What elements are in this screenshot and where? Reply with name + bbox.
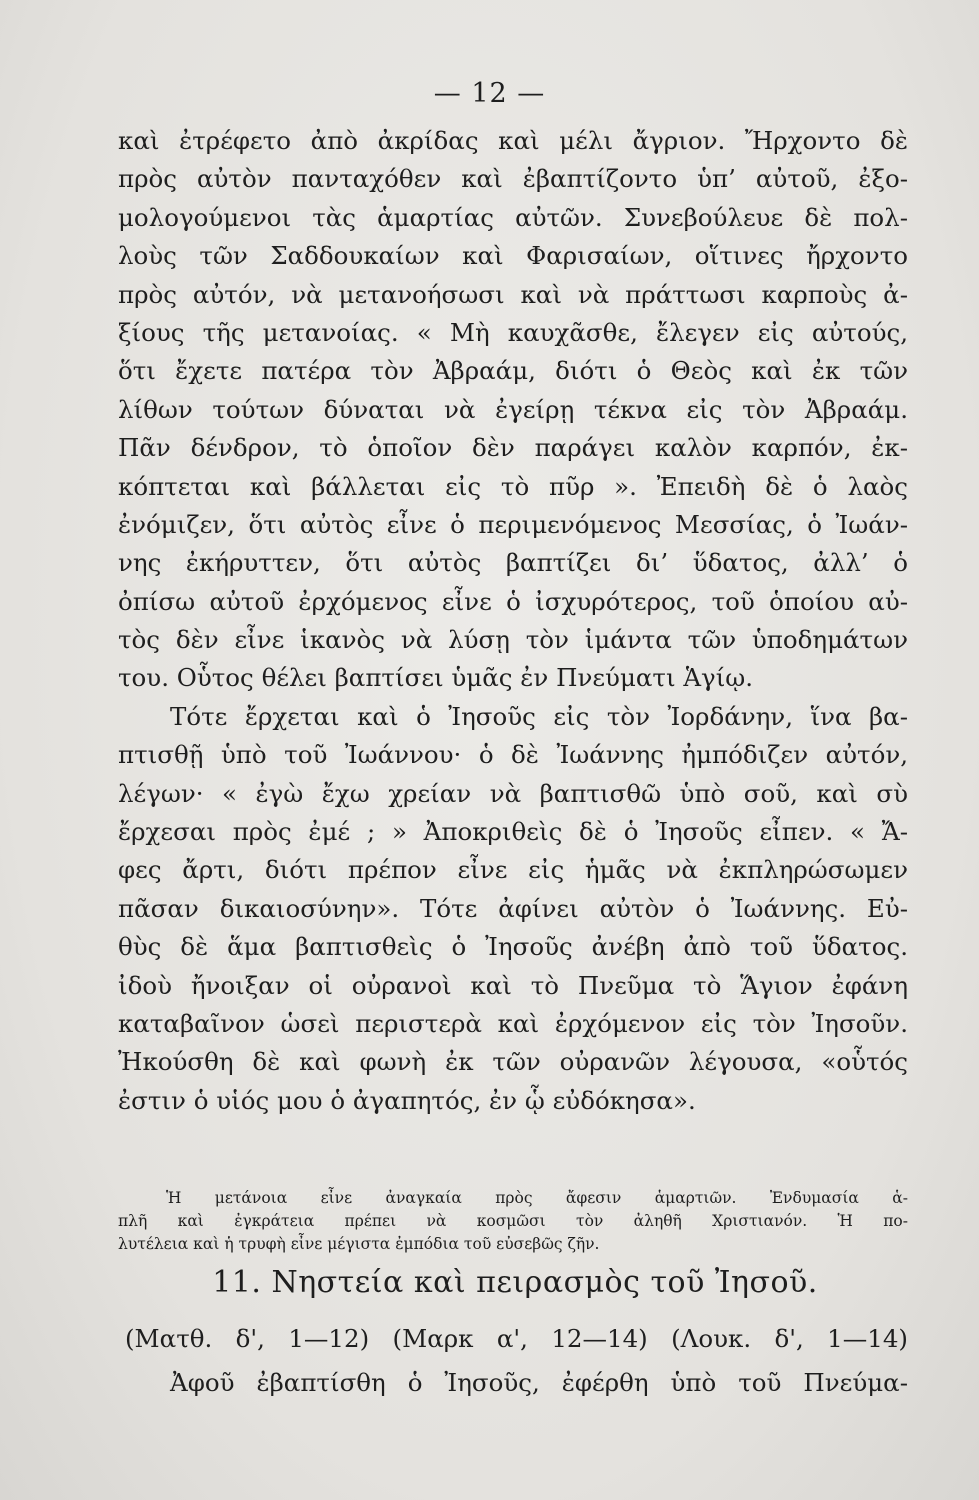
text-line: ξίους τῆς μετανοίας. « Μὴ καυχᾶσθε, ἔλεγεν εἰς αὐτούς, [118,317,908,347]
text-line: νης ἐκήρυττεν, ὅτι αὐτὸς βαπτίζει δι’ ὕδατος, ἀλλ’ ὁ [118,548,908,578]
text-line: λοὺς τῶν Σαδδουκαίων καὶ Φαρισαίων, οἵτινες ἤρχοντο [118,241,908,271]
text-line: πᾶσαν δικαιοσύνην». Τότε ἀφίνει αὐτὸν ὁ Ἰωάννης. Εὐ- [118,893,908,923]
text-line: ἐστιν ὁ υἱός μου ὁ ἀγαπητός, ἐν ᾧ εὐδόκησα». [118,1085,696,1115]
text-line: Ἀφοῦ ἐβαπτίσθη ὁ Ἰησοῦς, ἐφέρθη ὑπὸ τοῦ Πνεύμα- [170,1368,908,1397]
page-number: — 12 — [433,78,546,109]
note-line: πλῆ καὶ ἐγκράτεια πρέπει νὰ κοσμῶσι τὸν ἀληθῆ Χριστιανόν. Ἡ πο- [118,1212,908,1230]
moral-note [118,1187,908,1256]
text-line: του. Οὗτος θέλει βαπτίσει ὑμᾶς ἐν Πνεύματι Ἁγίῳ. [118,663,754,693]
text-line: τὸς δὲν εἶνε ἱκανὸς νὰ λύσῃ τὸν ἱμάντα τῶν ὑποδημάτων [118,625,908,655]
section-heading: 11. Νηστεία καὶ πειρασμὸς τοῦ Ἰησοῦ. [212,1265,818,1300]
text-line: μολογούμενοι τὰς ἁμαρτίας αὐτῶν. Συνεβούλευε δὲ πολ- [118,202,908,232]
text-line: ὅτι ἔχετε πατέρα τὸν Ἀβραάμ, διότι ὁ Θεὸς καὶ ἐκ τῶν [118,356,908,386]
text-line: Τότε ἔρχεται καὶ ὁ Ἰησοῦς εἰς τὸν Ἰορδάνην, ἵνα βα- [170,701,908,731]
text-line: Πᾶν δένδρον, τὸ ὁποῖον δὲν παράγει καλὸν καρπόν, ἐκ- [118,433,908,463]
text-line: ἐνόμιζεν, ὅτι αὐτὸς εἶνε ὁ περιμενόμενος Μεσσίας, ὁ Ἰωάν- [118,509,908,539]
note-line: λυτέλεια καὶ ἡ τρυφὴ εἶνε μέγιστα ἐμπόδια τοῦ εὐσεβῶς ζῆν. [118,1235,600,1253]
text-line: πρὸς αὐτόν, νὰ μετανοήσωσι καὶ νὰ πράττωσι καρποὺς ἀ- [118,279,908,309]
text-line: ἰδοὺ ἤνοιξαν οἱ οὐρανοὶ καὶ τὸ Πνεῦμα τὸ Ἅγιον ἐφάνη [118,970,908,1000]
text-line: καταβαῖνον ὡσεὶ περιστερὰ καὶ ἐρχόμενον εἰς τὸν Ἰησοῦν. [118,1008,908,1038]
text-line: λέγων· « ἐγὼ ἔχω χρείαν νὰ βαπτισθῶ ὑπὸ σοῦ, καὶ σὺ [118,778,908,808]
text-line: φες ἄρτι, διότι πρέπον εἶνε εἰς ἡμᾶς νὰ ἐκπληρώσωμεν [118,855,908,885]
text-line: καὶ ἐτρέφετο ἀπὸ ἀκρίδας καὶ μέλι ἄγριον. Ἤρχοντο δὲ [118,126,908,155]
text-line: λίθων τούτων δύναται νὰ ἐγείρῃ τέκνα εἰς τὸν Ἀβραάμ. [118,394,908,424]
text-line: θὺς δὲ ἅμα βαπτισθεὶς ὁ Ἰησοῦς ἀνέβη ἀπὸ τοῦ ὕδατος. [118,932,908,962]
text-line: κόπτεται καὶ βάλλεται εἰς τὸ πῦρ ». Ἐπειδὴ δὲ ὁ λαὸς [118,471,908,501]
text-line: ἔρχεσαι πρὸς ἐμέ ; » Ἀποκριθεὶς δὲ ὁ Ἰησοῦς εἶπεν. « Ἄ- [118,817,908,847]
text-line: Ἠκούσθη δὲ καὶ φωνὴ ἐκ τῶν οὐρανῶν λέγουσα, «οὗτός [118,1047,908,1077]
scripture-references: (Ματθ. δ', 1—12) (Μαρκ α', 12—14) (Λουκ. δ', 1—14) [125,1324,908,1353]
main-text [118,122,908,1120]
text-line: ὀπίσω αὐτοῦ ἐρχόμενος εἶνε ὁ ἰσχυρότερος, τοῦ ὁποίου αὐ- [118,586,908,616]
text-line: πρὸς αὐτὸν πανταχόθεν καὶ ἐβαπτίζοντο ὑπ’ αὐτοῦ, ἐξο- [118,164,908,194]
text-line: πτισθῇ ὑπὸ τοῦ Ἰωάννου· ὁ δὲ Ἰωάννης ἠμπόδιζεν αὐτόν, [118,740,908,770]
note-line: Ἡ μετάνοια εἶνε ἀναγκαία πρὸς ἄφεσιν ἁμαρτιῶν. Ἐνδυμασία ἁ- [166,1189,908,1207]
